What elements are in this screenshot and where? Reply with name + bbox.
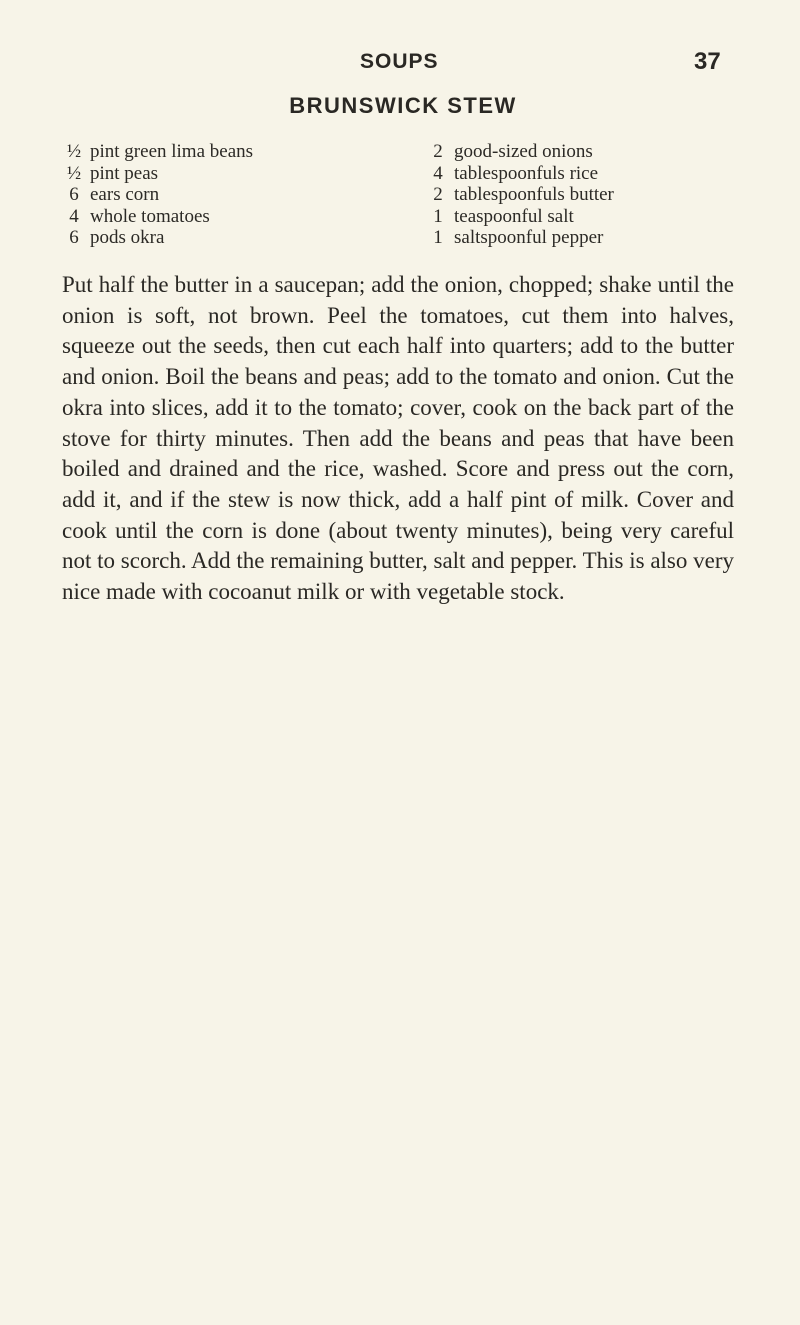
ingredient-row [62,184,253,206]
ingredient-row [426,141,614,163]
ingredient-name: teaspoonful salt [454,205,574,227]
ingredient-quantity: 1 [433,227,443,248]
ingredient-quantity: 4 [69,205,79,227]
ingredient-name: pint peas [90,162,159,184]
ingredient-row [62,227,253,249]
ingredient-quantity: ½ [66,141,82,162]
ingredient-row [426,184,614,206]
ingredient-name: whole tomatoes [90,205,210,227]
ingredient-name: tablespoonfuls butter [454,184,614,205]
ingredient-row [62,206,253,228]
ingredients-column-right [426,141,614,249]
ingredient-name: tablespoonfuls rice [454,162,599,184]
ingredient-quantity: 4 [433,162,443,184]
ingredient-row [62,141,253,163]
recipe-method-paragraph: Put half the butter in a saucepan; add the onion, chopped; shake until the onion is soft, not brown. Peel the tomatoes, cut them into halves, squeeze out the seeds, then cut each half into quarters; add to the butter and onion. Boil the beans and peas; add to the tomato and onion. Cut the okra into slices, add it to the tomato; cover, cook on the back part of the stove for thirty minutes. Then add the beans and peas that have been boiled and drained and the rice, washed. Score and press out the corn, add it, and if the stew is now thick, add a half pint of milk. Cover and cook until the corn is done (about twenty minutes), being very careful not to scorch. Add the remaining butter, salt and pepper. This is also very nice made with cocoanut milk or with vegetable stock. [62,272,734,605]
ingredient-quantity: 6 [69,184,79,205]
recipe-title: BRUNSWICK STEW [289,93,517,118]
ingredient-row [426,206,614,228]
ingredient-row [62,163,253,185]
ingredient-name: saltspoonful pepper [454,227,604,248]
ingredient-quantity: 2 [433,141,443,162]
ingredient-name: ears corn [90,184,160,205]
ingredient-quantity: 1 [433,205,443,227]
ingredient-name: pint green lima beans [90,141,254,162]
ingredient-quantity: 2 [433,184,443,205]
running-head [0,50,800,80]
ingredient-row [426,163,614,185]
running-title: SOUPS [360,50,439,73]
ingredients-column-left [62,141,253,249]
ingredient-name: good-sized onions [454,141,593,162]
ingredient-row [426,227,614,249]
page-number: 37 [694,48,721,75]
ingredient-quantity: ½ [66,162,82,184]
ingredient-name: pods okra [90,227,165,248]
ingredient-quantity: 6 [69,227,79,248]
